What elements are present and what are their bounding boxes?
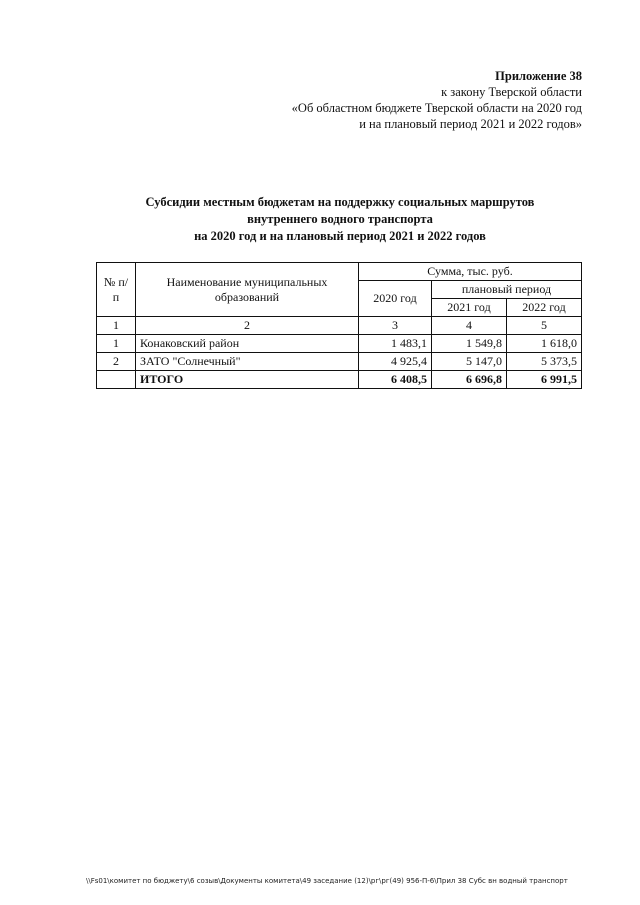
appendix-line-2: «Об областном бюджете Тверской области на 2020 год <box>291 101 582 115</box>
row-value-2022: 5 373,5 <box>507 353 582 371</box>
column-number-row <box>97 317 582 335</box>
total-2020: 6 408,5 <box>359 371 432 389</box>
row-num: 1 <box>97 335 136 353</box>
col-number: 2 <box>136 317 359 335</box>
subsidy-table <box>96 262 582 389</box>
appendix-header <box>292 68 582 132</box>
col-number: 1 <box>97 317 136 335</box>
row-name: Конаковский район <box>136 335 359 353</box>
header-row-1 <box>97 263 582 281</box>
total-num-cell <box>97 371 136 389</box>
row-value-2020: 4 925,4 <box>359 353 432 371</box>
row-value-2021: 5 147,0 <box>432 353 507 371</box>
table-row <box>97 335 582 353</box>
appendix-line-1: к закону Тверской области <box>441 85 582 99</box>
table-row <box>97 353 582 371</box>
header-planned: плановый период <box>432 281 582 299</box>
header-2022: 2022 год <box>507 299 582 317</box>
row-value-2022: 1 618,0 <box>507 335 582 353</box>
header-2020: 2020 год <box>359 281 432 317</box>
appendix-title: Приложение 38 <box>495 69 582 83</box>
header-sum: Сумма, тыс. руб. <box>359 263 582 281</box>
file-path-footer: \\Fs01\комитет по бюджету\6 созыв\Документы комитета\49 заседание (12)\рг\рг(49) 956-П-6\Прил 38 Субс вн водный транспорт <box>86 877 568 885</box>
row-name: ЗАТО "Солнечный" <box>136 353 359 371</box>
col-number: 3 <box>359 317 432 335</box>
total-2022: 6 991,5 <box>507 371 582 389</box>
col-number: 5 <box>507 317 582 335</box>
header-name: Наименование муниципальных образований <box>136 263 359 317</box>
total-row <box>97 371 582 389</box>
title-line-3: на 2020 год и на плановый период 2021 и 2022 годов <box>194 229 486 243</box>
document-title <box>0 194 640 245</box>
appendix-line-3: и на плановый период 2021 и 2022 годов» <box>359 117 582 131</box>
col-number: 4 <box>432 317 507 335</box>
header-num: № п/п <box>97 263 136 317</box>
total-2021: 6 696,8 <box>432 371 507 389</box>
row-value-2021: 1 549,8 <box>432 335 507 353</box>
total-label: ИТОГО <box>136 371 359 389</box>
title-line-1: Субсидии местным бюджетам на поддержку социальных маршрутов <box>145 195 535 209</box>
row-value-2020: 1 483,1 <box>359 335 432 353</box>
row-num: 2 <box>97 353 136 371</box>
header-2021: 2021 год <box>432 299 507 317</box>
title-line-2: внутреннего водного транспорта <box>247 212 433 226</box>
